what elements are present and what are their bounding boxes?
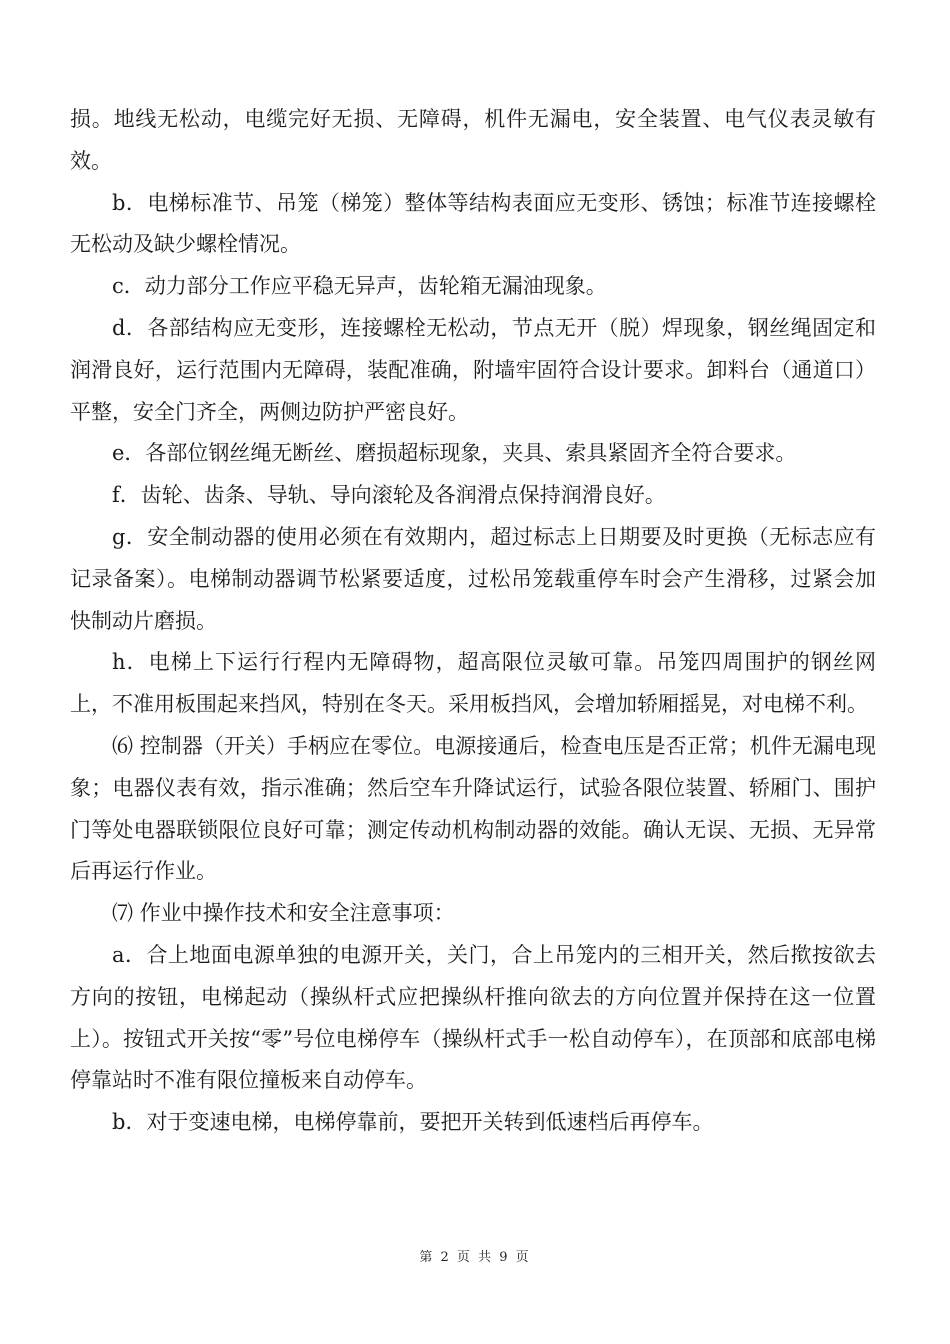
document-body [70,99,876,1144]
paragraph-section-6: ⑹ 控制器（开关）手柄应在零位。电源接通后，检查电压是否正常；机件无漏电现象；电器仪表有效，指示准确；然后空车升降试运行，试验各限位装置、轿厢门、围护门等处电器联锁限位良好可靠；测定传动机构制动器的效能。确认无误、无损、无异常后再运行作业。 [70,733,876,884]
paragraph-section-7-heading: ⑺ 作业中操作技术和安全注意事项： [112,901,455,926]
paragraph-item-d: d．各部结构应无变形，连接螺栓无松动，节点无开（脱）焊现象，钢丝绳固定和润滑良好，运行范围内无障碍，装配准确，附墙牢固符合设计要求。卸料台（通道口）平整，安全门齐全，两侧边防护严密良好。 [70,315,876,424]
paragraph-item-b: b．电梯标准节、吊笼（梯笼）整体等结构表面应无变形、锈蚀；标准节连接螺栓无松动及缺少螺栓情况。 [70,190,876,257]
paragraph-item-h: h．电梯上下运行行程内无障碍物，超高限位灵敏可靠。吊笼四周围护的钢丝网上，不准用板围起来挡风，特别在冬天。采用板挡风，会增加轿厢摇晃，对电梯不利。 [70,650,876,717]
paragraph-item-f: f．齿轮、齿条、导轨、导向滚轮及各润滑点保持润滑良好。 [112,483,666,508]
paragraph-item-c: c．动力部分工作应平稳无异声，齿轮箱无漏油现象。 [112,274,607,299]
paragraph-section-7-item-a: a．合上地面电源单独的电源开关，关门，合上吊笼内的三相开关，然后揿按欲去方向的按钮，电梯起动（操纵杆式应把操纵杆推向欲去的方向位置并保持在这一位置上）。按钮式开关按“零”号位电梯停车（操纵杆式手一松自动停车），在顶部和底部电梯停靠站时不准有限位撞板来自动停车。 [70,942,876,1093]
paragraph-continuation: 损。地线无松动，电缆完好无损、无障碍，机件无漏电，安全装置、电气仪表灵敏有效。 [70,107,876,173]
paragraph-section-7-item-b: b．对于变速电梯，电梯停靠前，要把开关转到低速档后再停车。 [112,1110,714,1135]
paragraph-item-g: g．安全制动器的使用必须在有效期内，超过标志上日期要及时更换（无标志应有记录备案）。电梯制动器调节松紧要适度，过松吊笼载重停车时会产生滑移，过紧会加快制动片磨损。 [70,524,876,633]
page-number-footer: 第 2 页 共 9 页 [419,1250,531,1265]
paragraph-item-e: e．各部位钢丝绳无断丝、磨损超标现象，夹具、索具紧固齐全符合要求。 [112,441,797,466]
